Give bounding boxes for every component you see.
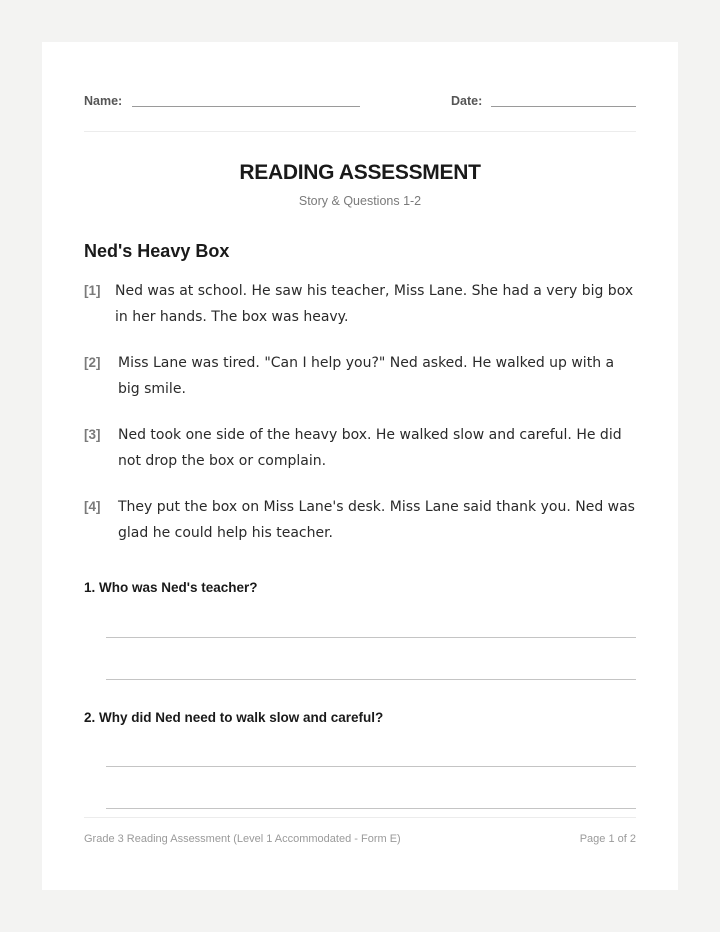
name-field[interactable] [132,106,360,107]
answer-line[interactable] [106,808,636,809]
question-1: 1. Who was Ned's teacher? [84,580,258,595]
footer-divider [84,817,636,818]
footer-page-number: Page 1 of 2 [579,833,636,845]
footer-assessment-info: Grade 3 Reading Assessment (Level 1 Accommodated - Form E) [84,833,401,845]
date-field[interactable] [491,106,636,107]
story-paragraph [84,354,636,402]
paragraph-number: [1] [84,283,101,298]
page-subtitle: Story & Questions 1-2 [298,194,422,208]
paragraph-text: Miss Lane was tired. "Can I help you?" Ned asked. He walked up with a big smile. [118,355,615,397]
page-title: READING ASSESSMENT [239,161,481,184]
header-divider [84,131,636,132]
date-label: Date: [451,94,483,108]
story-paragraph [84,426,636,474]
question-2: 2. Why did Ned need to walk slow and careful? [84,710,384,725]
student-info-row [84,94,636,114]
paragraph-number: [3] [84,427,101,442]
paragraph-number: [4] [84,499,101,514]
story-paragraph [84,282,636,330]
answer-line[interactable] [106,637,636,638]
answer-line[interactable] [106,679,636,680]
name-label: Name: [84,94,123,108]
answer-line[interactable] [106,766,636,767]
paragraph-text: They put the box on Miss Lane's desk. Miss Lane said thank you. Ned was glad he could help his teacher. [118,499,635,541]
story-title: Ned's Heavy Box [84,241,230,261]
worksheet-page [42,42,678,890]
paragraph-number: [2] [84,355,101,370]
paragraph-text: Ned was at school. He saw his teacher, Miss Lane. She had a very big box in her hands. The box was heavy. [115,283,634,325]
story-paragraph [84,498,636,546]
paragraph-text: Ned took one side of the heavy box. He walked slow and careful. He did not drop the box or complain. [118,427,622,469]
